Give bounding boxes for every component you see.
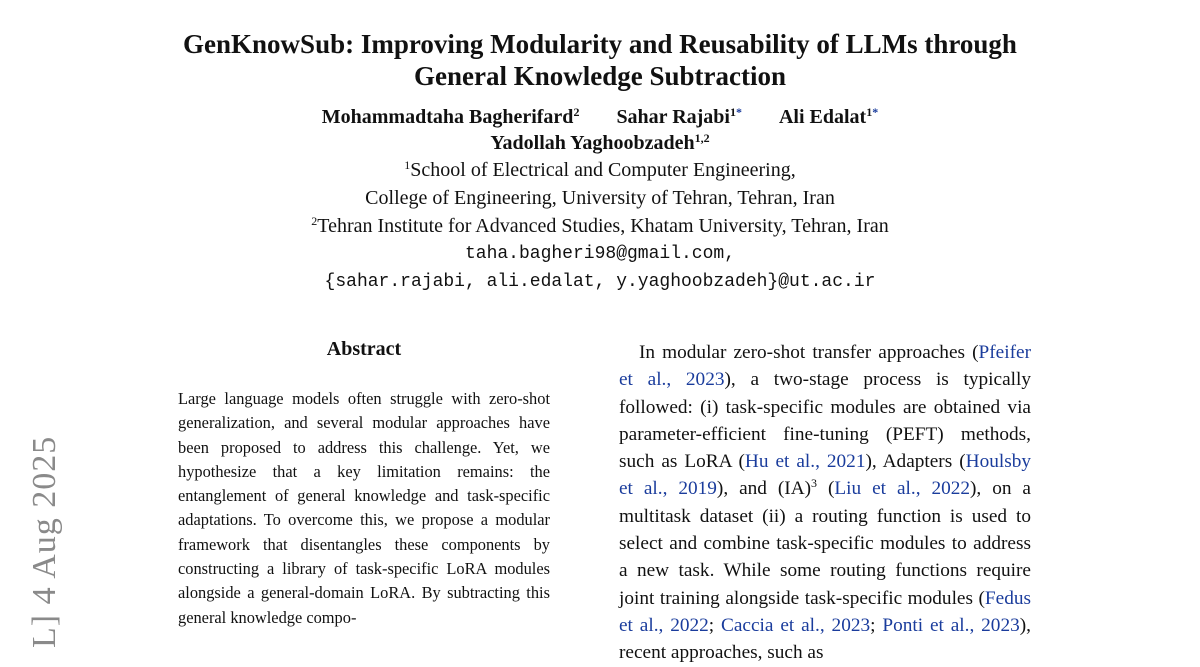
title-line-1: GenKnowSub: Improving Modularity and Reusability of LLMs through — [183, 29, 1017, 59]
paper-title — [130, 28, 1070, 92]
affiliation-1: $^1$School of Electrical and Computer Engineering, — [404, 158, 796, 181]
citation-ponti[interactable]: Ponti et al., 2023 — [882, 614, 1020, 636]
author-3: Ali Edalat$^{1*}$ — [778, 105, 879, 128]
author-1: Mohammadtaha Bagherifard$^2$ — [321, 105, 580, 128]
abstract-heading: Abstract — [326, 338, 402, 360]
author-2: Sahar Rajabi$^{1*}$ — [616, 105, 742, 128]
author-4: Yadollah Yaghoobzadeh$^{1,2}$ — [490, 131, 710, 154]
abstract-text: Large language models often struggle with zero-shot generalization, and several modular approaches have been proposed to address this challenge. Yet, we hypothesize that a key limitation remains: the entanglement of general knowledge and task-specific adaptations. To overcome this, we propose a modular framework that disentangles these components by constructing a library of task-specific LoRA modules alongside a general-domain LoRA. By subtracting this general knowledge compo- — [178, 389, 550, 627]
email-2: {sahar.rajabi, ali.edalat, y.yaghoobzadeh}@ut.ac.ir — [324, 272, 876, 292]
affiliation-1-cont: College of Engineering, University of Tehran, Tehran, Iran — [365, 187, 835, 209]
affiliation-2: $^2$Tehran Institute for Advanced Studies, Khatam University, Tehran, Iran — [311, 214, 889, 237]
author-list — [0, 104, 1200, 156]
intro-paragraph: In modular zero-shot transfer approaches (Pfeifer et al., 2023), a two-stage process is typically followed: (i) task-specific modules are obtained via parameter-efficient fine-tuning (PEFT) methods, such as LoRA (Hu et al., 2021), Adapters (Houlsby et al., 2019), and (IA)$^3$ (Liu et al., 2022), on a multitask dataset (ii) a routing function is used to select and combine task-specific modules to address a new task. While some routing functions require joint training alongside task-specific modules (Fedus et al., 2022; Caccia et al., 2023; Ponti et al., 2023), recent approaches, such as — [619, 342, 1031, 664]
citation-hu[interactable]: Hu et al., 2021 — [744, 451, 866, 473]
title-line-2: General Knowledge Subtraction — [414, 61, 786, 91]
email-1: taha.bagheri98@gmail.com, — [464, 244, 736, 264]
arxiv-side-stamp: L] 4 Aug 2025 — [26, 435, 63, 648]
citation-caccia[interactable]: Caccia et al., 2023 — [721, 614, 871, 636]
citation-pfeifer[interactable]: Pfeifer et al., 2023 — [619, 342, 1031, 391]
citation-fedus[interactable]: Fedus et al., 2022 — [619, 587, 1031, 636]
paper-header — [0, 28, 1200, 296]
citation-liu[interactable]: Liu et al., 2022 — [834, 478, 971, 500]
citation-houlsby[interactable]: Houlsby et al., 2019 — [619, 451, 1031, 500]
